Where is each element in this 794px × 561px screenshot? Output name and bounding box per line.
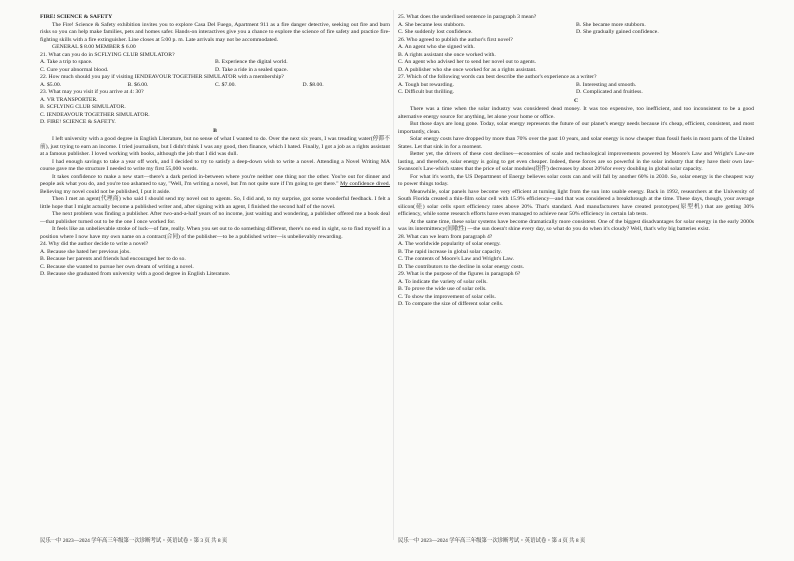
section-c-title: C — [573, 97, 579, 104]
q24-option-c: C. Because she wanted to pursue her own dream of writing a novel. — [40, 263, 194, 270]
q21-option-a: A. Take a trip to space. — [40, 59, 93, 65]
q25-options — [398, 22, 754, 37]
q26-option-a: A. An agent who she signed with. — [398, 44, 475, 50]
passage-b-p6: It feels like an unbelievable stroke of luck—of fate, really. When you set out to do something different, there's no end in sight, so to find myself in a position where I now have my own name on a contract(合同) of the publisher—to be a published writer—is unbelievably rewarding. — [40, 226, 390, 240]
q28-option-b: B. The rapid increase in global solar capacity. — [398, 248, 502, 255]
q21-option-d: D. Take a ride in a sealed space. — [215, 66, 288, 73]
q27-option-a: A. Tough but rewarding. — [398, 81, 454, 88]
q25-option-d: D. She gradually gained confidence. — [576, 29, 659, 35]
passage-c-p1: There was a time when the solar industry was considered dead money. It was too expensive, too inefficient, and too inconsistent to be a good alternative energy source for anything, let alone your home or office. — [398, 106, 754, 120]
q21-options — [40, 59, 390, 74]
q24-option-b: B. Because her parents and friends had encouraged her to do so. — [40, 256, 186, 262]
passage-c-p3: Solar energy costs have dropped by more than 70% over the past 10 years, and solar energy is now cheaper than fossil fuels in most parts of the United States. Let that sink in for a moment. — [398, 136, 754, 150]
q21-option-c: C. Cure your abnormal blood. — [40, 66, 109, 73]
q22-stem: 22. How much should you pay if visiting IENDEAVOUR TOGETHER SIMULATOR with a membership? — [40, 74, 284, 80]
q29-option-b: B. To prove the wide use of solar cells. — [398, 286, 487, 292]
q27-options — [398, 82, 754, 97]
passage-b-p2: I had enough savings to take a year off work, and I decided to try to satisfy a deep-down wish to write a novel. Attending a Novel Writing MA course gave me the structure I needed to write my first 55,000 words. — [40, 158, 390, 172]
right-page — [398, 14, 754, 534]
q25-option-b: B. She became more stubborn. — [576, 21, 646, 28]
q27-option-c: C. Difficult but thrilling. — [398, 89, 454, 95]
q23-stem: 23. What may you visit if you arrive at 4: 30? — [40, 89, 144, 95]
q23-option-b: B. SCFLYING CLUB SIMULATOR. — [40, 104, 126, 110]
q23-option-d: D. FIRE! SCIENCE & SAFETY. — [40, 119, 116, 125]
q26-stem: 26. Who agreed to publish the author's first novel? — [398, 36, 513, 43]
q26-option-b: B. A rights assistant she once worked with. — [398, 51, 496, 58]
passage-a-heading: FIRE! SCIENCE & SAFETY — [40, 14, 113, 20]
q22-option-a: A. $5.00. — [40, 81, 62, 88]
section-b-title: B — [213, 127, 217, 134]
q22-option-d: D. $8.00. — [302, 81, 324, 88]
passage-b-p5: The next problem was finding a publisher. After two-and-a-half years of no income, just waiting and wondering, a publisher offered me a book deal—that publisher turned out to be the one I once worked for. — [40, 211, 390, 225]
passage-b-p3-before: It takes confidence to make a new start—there's a dark period in-between where you're neither one thing nor the other. You're out for dinner and people ask what you do, and you're too ashamed to say, "Well, I'm writing a novel, but I'm not quite sure if I'm going to get there." — [40, 173, 390, 187]
passage-c-p7: At the same time, these solar systems have become dramatically more consistent. One of the biggest disadvantages for solar energy in the early 2000s was its intermittency(间歇性) —the sun doesn't shine every day, so what do you do when it's cloudy? Well, that's why big batteries exist. — [398, 218, 754, 232]
q28-option-d: D. The contributors to the decline in solar energy costs. — [398, 263, 524, 270]
q28-stem: 28. What can we learn from paragraph 4? — [398, 233, 493, 240]
q25-stem: 25. What does the underlined sentence in paragraph 3 mean? — [398, 14, 537, 20]
left-page-footer: 民乐一中 2023—2024 学年高三年级第一次诊断考试・英语试卷・第 3 页 共 8 页 — [40, 538, 228, 544]
q22-option-b: B. $6.00. — [127, 81, 149, 88]
q27-stem: 27. Which of the following words can best describe the author's experience as a writer? — [398, 74, 597, 80]
q21-stem: 21. What can you do in SCFLYING CLUB SIMULATOR? — [40, 51, 175, 58]
q24-option-a: A. Because she hated her previous jobs. — [40, 248, 131, 255]
passage-c-p6: Meanwhile, solar panels have become very efficient at turning light from the sun into usable energy. Back in 1992, researchers at the University of South Florida created a thin-film solar cell with 15.9% efficiency—and that was considered a breakthrough at the time. These days, though, your average silicon(硅) solar cells sport efficiency rates above 20%. That's standard. And manufacturers have created prototypes(原型机) that are getting 30% efficiency, while some research efforts have even managed to achieve near 50% efficiency in certain lab tests. — [398, 188, 754, 217]
q24-option-d: D. Because she graduated from university with a good degree in English Literature. — [40, 271, 231, 277]
q29-option-d: D. To compare the size of different solar cells. — [398, 301, 504, 307]
q29-stem: 29. What is the purpose of the figures in paragraph 6? — [398, 271, 521, 277]
passage-a-body: The Fire! Science & Safety exhibition invites you to explore Casa Del Fuego, Apartment 911 as a fire danger detective, seeking out fire and burn risks so you can help make families, pets and homes safer. Hands-on interactives give you a chance to explore the science of fire safety and practice fire-fighting skills with a fire extinguisher. Line closes at 5:00 p. m. Late arrivals may not be accommodated. — [40, 21, 390, 43]
passage-b-p1: I left university with a good degree in English Literature, but no sense of what I wanted to do. Over the next six years, I was treading water(停滞不前), just trying to earn an income. I tried journalism, but I didn't think I was any good, then finance, which I hated. Finally, I got a job as a rights assistant at a famous publisher. I loved working with books, although the job that I did was dull. — [40, 136, 390, 157]
passage-b-p4: Then I met an agent(代理商) who said I should send my novel out to agents. So, I did and, to my surprise, got some wonderful feedback. I felt a little hope that I might actually become a published writer and, after signing with an agent, I finished the second half of the novel. — [40, 196, 390, 210]
q23-option-c: C. IENDEAVOUR TOGETHER SIMULATOR. — [40, 111, 150, 118]
right-page-footer: 民乐一中 2023—2024 学年高三年级第一次诊断考试・英语试卷・第 4 页 共 8 页 — [398, 538, 586, 544]
q21-option-b: B. Experience the digital world. — [215, 59, 288, 65]
passage-c-p5: For what it's worth, the US Department of Energy believes solar costs can and will fall by another 60% in 2030. So, solar energy is the cheapest way to power things today. — [398, 173, 754, 187]
passage-b-p3 — [40, 174, 390, 197]
passage-b-p3-after: Believing my novel could not be published, I put it aside. — [40, 188, 171, 195]
q29-option-a: A. To indicate the variety of solar cells. — [398, 278, 488, 285]
q23-option-a: A. VR TRANSPORTER. — [40, 96, 98, 103]
q28-option-c: C. The contents of Moore's Law and Wright's Law. — [398, 256, 514, 262]
left-page — [40, 14, 390, 534]
q27-option-b: B. Interesting and smooth. — [576, 81, 637, 88]
passage-c-p2: But those days are long gone. Today, solar energy represents the future of our planet's energy needs because it's cheap, efficient, consistent, and most importantly, clean. — [398, 121, 754, 135]
q22-option-c: C. $7.00. — [215, 81, 236, 88]
q24-stem: 24. Why did the author decide to write a novel? — [40, 241, 149, 247]
q26-option-c: C. An agent who advised her to send her novel out to agents. — [398, 59, 537, 65]
q22-options — [40, 82, 390, 90]
q25-option-c: C. She suddenly lost confidence. — [398, 29, 473, 35]
passage-c-p4: Better yet, the drivers of these cost declines—economies of scale and technological improvements powered by Moore's Law and Wright's Law-are lasting, and therefore, solar energy is going to get even cheaper. Indeed, these forces are so powerful in the solar industry that they have their own law-Swanson's Law-which states that the price of solar modules(组件) decreases by about 20%for every doubling in global solar capacity. — [398, 151, 754, 172]
price-line: GENERAL $ 8.00 MEMBER $ 6.00 — [52, 44, 136, 50]
q28-option-a: A. The worldwide popularity of solar energy. — [398, 241, 501, 247]
underlined-sentence: My confidence dived. — [340, 181, 390, 187]
q26-option-d: D. A publisher who she once worked for as a rights assistant. — [398, 66, 537, 73]
q29-option-c: C. To show the improvement of solar cells. — [398, 293, 496, 300]
q25-option-a: A. She became less stubborn. — [398, 21, 465, 28]
page-gutter — [393, 10, 394, 540]
q27-option-d: D. Complicated and fruitless. — [576, 89, 643, 95]
